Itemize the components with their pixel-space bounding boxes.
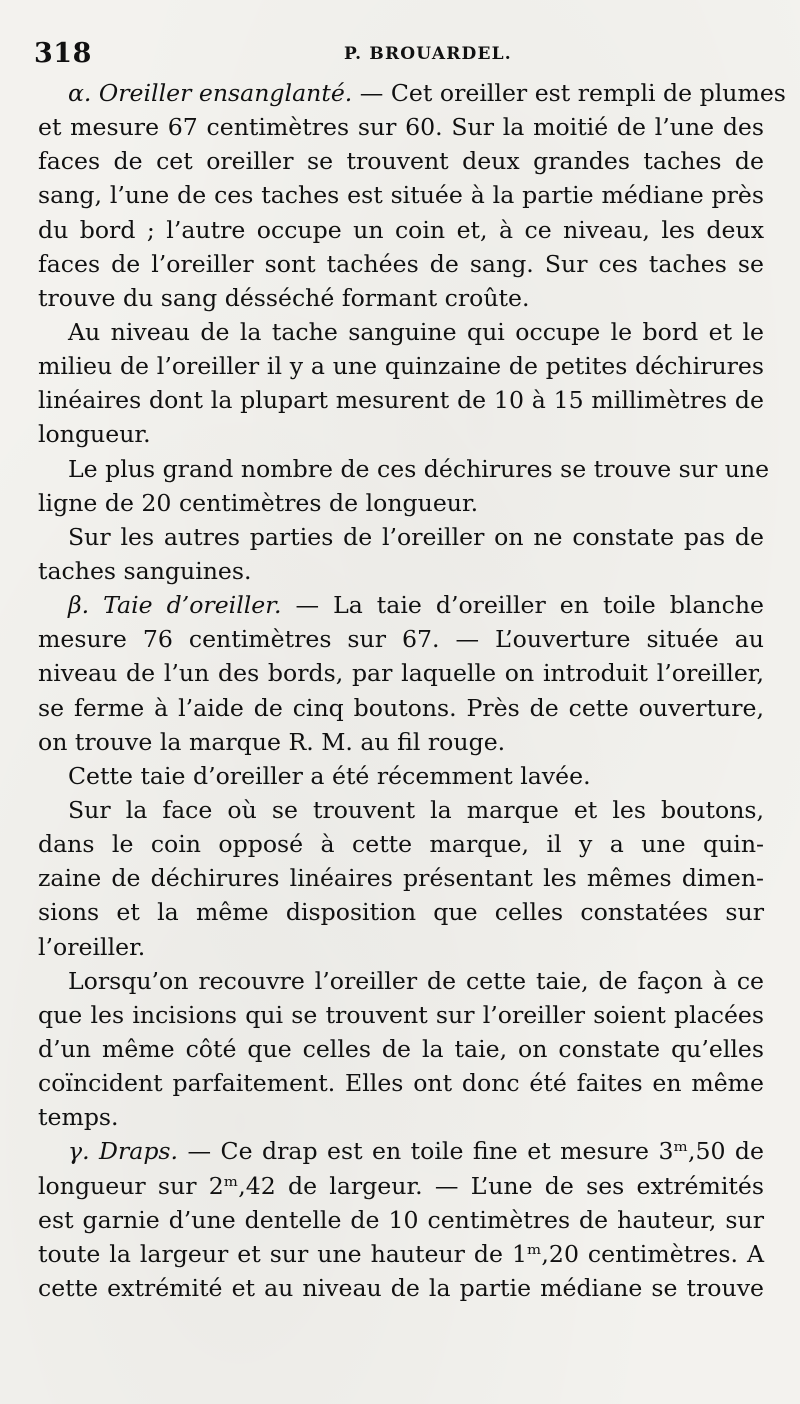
text-line: niveau de l’un des bords, par laquelle on introduit l’oreiller, (38, 659, 764, 688)
text-line: mesure 76 centimètres sur 67. — L’ouverture située au (38, 625, 764, 654)
text-line (38, 588, 764, 622)
page-number: 318 (34, 38, 92, 69)
text-line: et mesure 67 centimètres sur 60. Sur la moitié de l’une des (38, 113, 764, 142)
text-line: faces de cet oreiller se trouvent deux grandes taches de (38, 147, 764, 176)
text-line: dans le coin opposé à cette marque, il y a une quin- (38, 830, 764, 859)
text-line: Sur les autres parties de l’oreiller on ne constate pas de (68, 522, 764, 551)
line-text: — Cet oreiller est rempli de plumes (352, 79, 786, 107)
section-heading: γ. Draps. (68, 1137, 179, 1166)
text-line: sang, l’une de ces taches est située à la partie médiane près (38, 181, 764, 210)
text-line (38, 76, 786, 110)
text-line: coïncident parfaitement. Elles ont donc été faites en même (38, 1069, 764, 1098)
text-line: du bord ; l’autre occupe un coin et, à ce niveau, les deux (38, 215, 764, 244)
text-line: Cette taie d’oreiller a été récemment lavée. (68, 761, 591, 790)
section-heading: β. Taie d’oreiller. (68, 591, 282, 620)
text-line: Au niveau de la tache sanguine qui occupe le bord et le (68, 317, 764, 346)
text-line: toute la largeur et sur une hauteur de 1ᵐ,20 centimètres. A (38, 1239, 764, 1268)
text-line: Sur la face où se trouvent la marque et les boutons, (68, 795, 764, 824)
text-line: trouve du sang désséché formant croûte. (38, 283, 530, 312)
body-text (38, 76, 786, 1305)
section-heading: α. Oreiller ensanglanté. (68, 79, 353, 107)
text-line: cette extrémité et au niveau de la partie médiane se trouve (38, 1273, 764, 1302)
text-line: l’oreiller. (38, 932, 146, 961)
text-line: longueur sur 2ᵐ,42 de largeur. — L’une de ses extrémités (38, 1171, 764, 1200)
text-line: zaine de déchirures linéaires présentant les mêmes dimen- (38, 864, 764, 893)
page-header (34, 38, 764, 68)
running-head: P. BROUARDEL. (344, 44, 512, 64)
text-line: taches sanguines. (38, 556, 252, 585)
text-line: est garnie d’une dentelle de 10 centimètres de hauteur, sur (38, 1205, 764, 1234)
line-text: — Ce drap est en toile fine et mesure 3ᵐ,50 de (178, 1137, 764, 1166)
text-line: sions et la même disposition que celles constatées sur (38, 898, 764, 927)
text-line (38, 1134, 764, 1168)
text-line: longueur. (38, 420, 151, 449)
text-line: milieu de l’oreiller il y a une quinzaine de petites déchirures (38, 352, 764, 381)
text-line: faces de l’oreiller sont tachées de sang. Sur ces taches se (38, 249, 764, 278)
text-line: on trouve la marque R. M. au fil rouge. (38, 727, 506, 756)
text-line: Le plus grand nombre de ces déchirures se trouve sur une (68, 454, 770, 483)
text-line: temps. (38, 1103, 119, 1132)
text-line: ligne de 20 centimètres de longueur. (38, 488, 479, 517)
text-line: se ferme à l’aide de cinq boutons. Près de cette ouverture, (38, 693, 764, 722)
text-line: d’un même côté que celles de la taie, on constate qu’elles (38, 1034, 764, 1063)
text-line: que les incisions qui se trouvent sur l’oreiller soient placées (38, 1000, 764, 1029)
text-line: Lorsqu’on recouvre l’oreiller de cette taie, de façon à ce (68, 966, 764, 995)
text-line: linéaires dont la plupart mesurent de 10 à 15 millimètres de (38, 386, 764, 415)
line-text: — La taie d’oreiller en toile blanche (281, 591, 764, 620)
